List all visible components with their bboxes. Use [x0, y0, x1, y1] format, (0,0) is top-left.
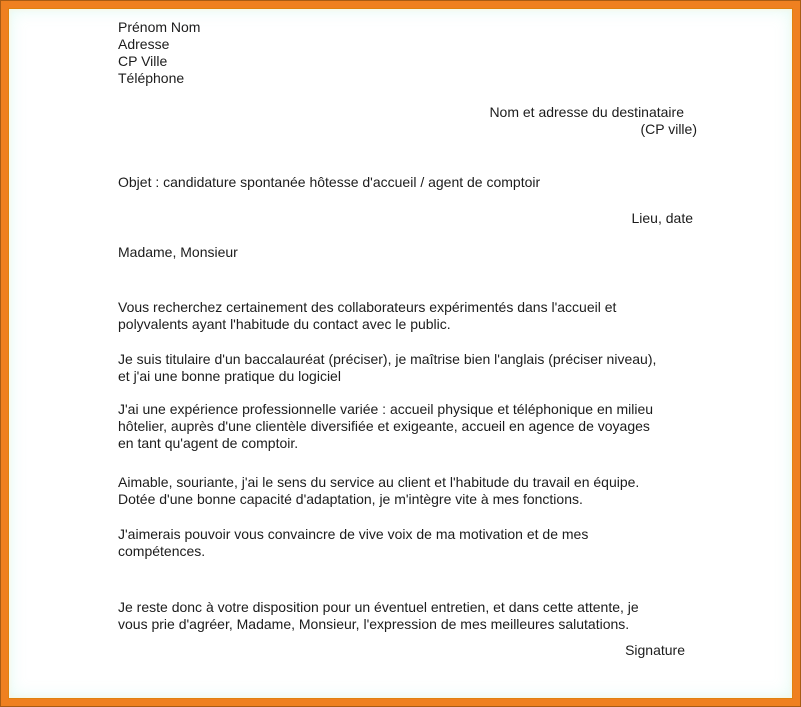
place-date-text: Lieu, date — [631, 210, 693, 226]
recipient-name-address: Nom et adresse du destinataire — [489, 104, 684, 120]
paragraph-line: vous prie d'agréer, Madame, Monsieur, l'expression de mes meilleures salutations. — [118, 616, 630, 632]
sender-name: Prénom Nom — [118, 19, 201, 35]
recipient-city: (CP ville) — [640, 121, 697, 137]
paragraph-motivation — [118, 526, 588, 560]
paragraph-line: Je suis titulaire d'un baccalauréat (préciser), je maîtrise bien l'anglais (préciser niveau), — [118, 351, 657, 367]
sender-phone: Téléphone — [118, 70, 185, 86]
sender-city: CP Ville — [118, 53, 168, 69]
paragraph-line: polyvalents ayant l'habitude du contact avec le public. — [118, 316, 451, 332]
paragraph-experience — [118, 401, 653, 452]
subject-text: Objet : candidature spontanée hôtesse d'accueil / agent de comptoir — [118, 174, 541, 190]
salutation-line — [118, 244, 238, 261]
paragraph-line: Vous recherchez certainement des collaborateurs expérimentés dans l'accueil et — [118, 299, 617, 315]
paragraph-qualities — [118, 474, 639, 508]
paragraph-line: Dotée d'une bonne capacité d'adaptation, je m'intègre vite à mes fonctions. — [118, 491, 583, 507]
signature-text: Signature — [625, 642, 685, 658]
paragraph-line: Aimable, souriante, j'ai le sens du service au client et l'habitude du travail en équipe. — [118, 474, 640, 490]
paragraph-line: J'aimerais pouvoir vous convaincre de vive voix de ma motivation et de mes — [118, 526, 589, 542]
subject-line — [118, 174, 540, 191]
paragraph-line: en tant qu'agent de comptoir. — [118, 435, 299, 451]
place-date-line — [632, 210, 694, 227]
paragraph-line: J'ai une expérience professionnelle variée : accueil physique et téléphonique en milieu — [118, 401, 654, 417]
paragraph-line: compétences. — [118, 543, 206, 559]
paragraph-line: Je reste donc à votre disposition pour un éventuel entretien, et dans cette attente, je — [118, 599, 639, 615]
paragraph-intro — [118, 299, 616, 333]
paragraph-closing — [118, 599, 639, 633]
sender-address-block — [118, 19, 200, 87]
paragraph-line: et j'ai une bonne pratique du logiciel — [118, 368, 341, 384]
sender-street: Adresse — [118, 36, 170, 52]
recipient-address-block — [489, 104, 697, 138]
paragraph-line: hôtelier, auprès d'une clientèle diversifiée et exigeante, accueil en agence de voyages — [118, 418, 650, 434]
salutation-text: Madame, Monsieur — [118, 244, 238, 260]
paragraph-qualifications — [118, 351, 656, 385]
signature-label — [625, 642, 685, 659]
